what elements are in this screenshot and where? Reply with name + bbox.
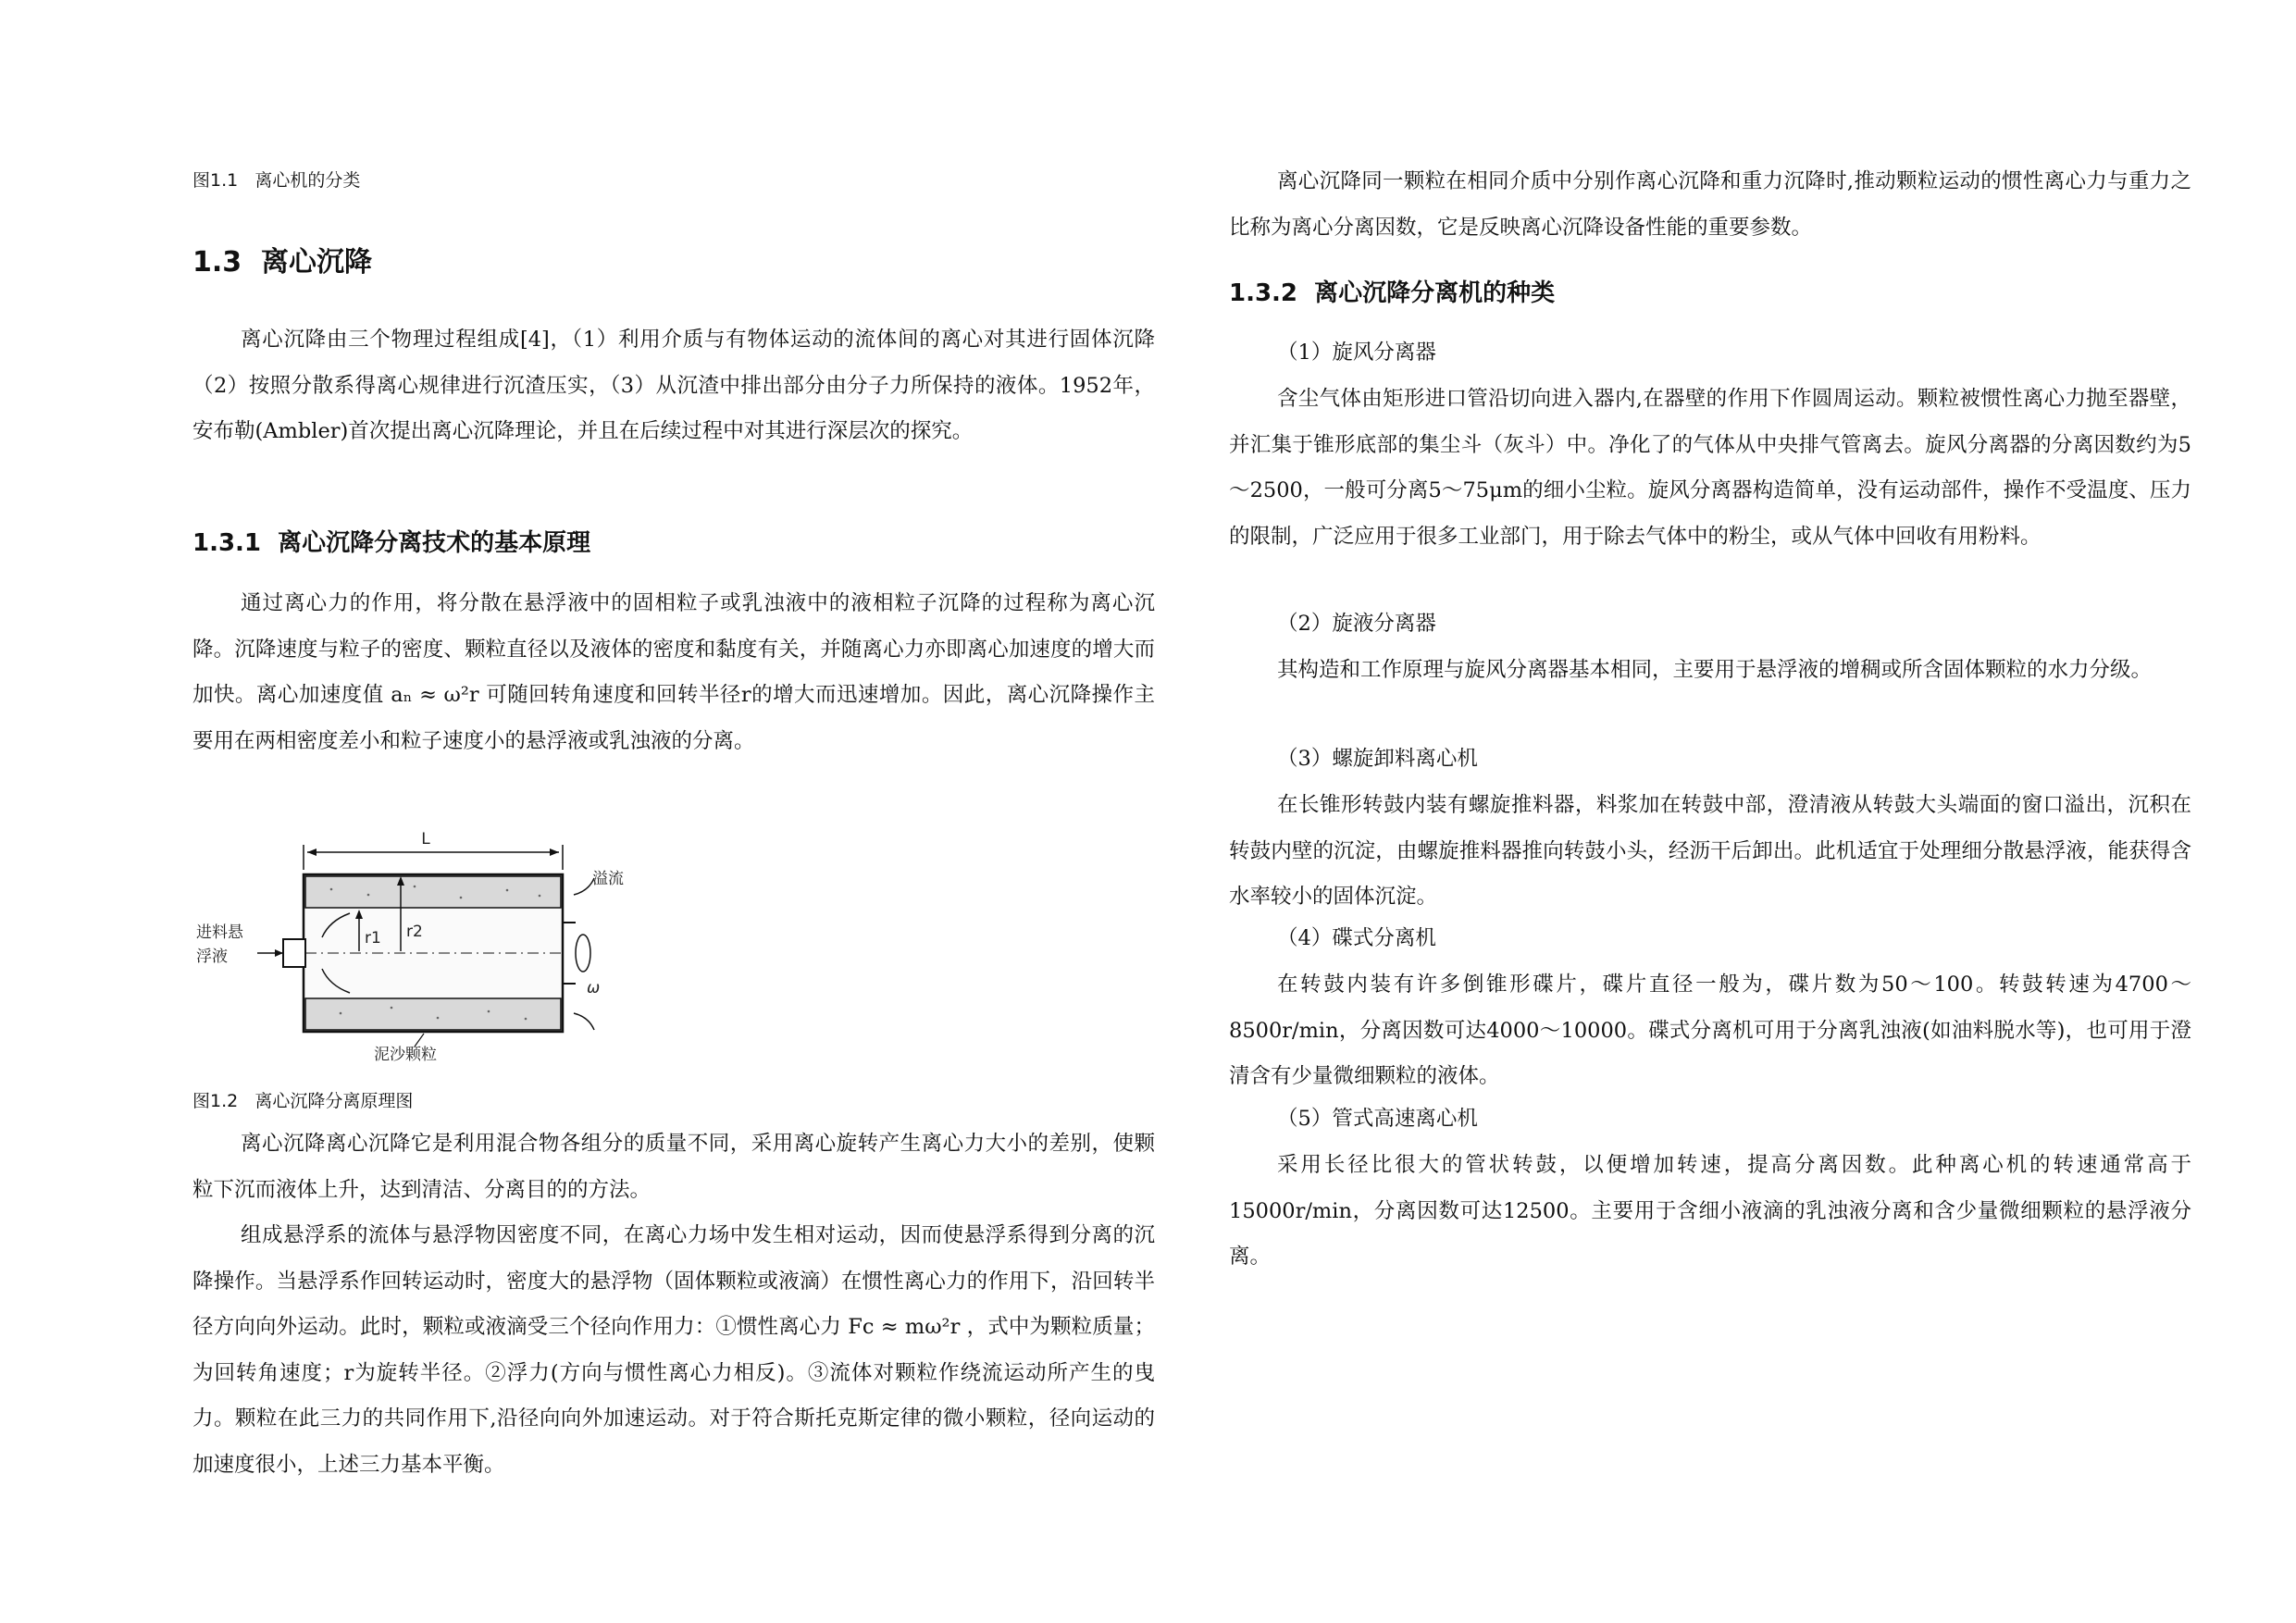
upper-sediment-layer: [305, 876, 561, 908]
subsection-title-1-3-1: 1.3.1 离心沉降分离技术的基本原理: [192, 529, 591, 557]
subsection-title-1-3-2: 1.3.2 离心沉降分离机的种类: [1229, 279, 1556, 307]
feed-label-line2: 浮液: [196, 948, 228, 966]
item-5-title: （5）管式高速离心机: [1277, 1107, 1478, 1131]
item-5-text: 采用长径比很大的管状转鼓，以便增加转速，提高分离因数。此种离心机的转速通常高于15000r/min，分离因数可达12500。主要用于含细小液滴的乳浊液分离和含少量微细颗粒的悬浮液分离。: [1229, 1153, 2191, 1269]
centrifugal-sedimentation-diagram: [192, 828, 624, 1064]
sediment-label: 泥沙颗粒: [374, 1046, 437, 1064]
item-4-title: （4）碟式分离机: [1277, 926, 1436, 950]
length-label: L: [421, 830, 430, 849]
item-2-title: （2）旋液分离器: [1277, 612, 1436, 636]
item-4-text: 在转鼓内装有许多倒锥形碟片，碟片直径一般为，碟片数为50～100。转鼓转速为4700～8500r/min，分离因数可达4000～10000。碟式分离机可用于分离乳浊液(如油料脱水等)，也可用于澄清含有少量微细颗粒的液体。: [1229, 973, 2191, 1088]
radius-r2-label: r2: [406, 923, 423, 941]
feed-label-line1: 进料悬: [196, 923, 243, 942]
omega-label: ω: [587, 979, 601, 997]
section-title-1-3: 1.3 离心沉降: [192, 246, 373, 279]
radius-r1-label: r1: [365, 929, 381, 948]
overflow-label: 溢流: [592, 870, 624, 888]
item-2-text: 其构造和工作原理与旋风分离器基本相同，主要用于悬浮液的增稠或所含固体颗粒的水力分级。: [1277, 658, 2153, 682]
item-3-title: （3）螺旋卸料离心机: [1277, 747, 1478, 771]
principle-paragraph: 通过离心力的作用，将分散在悬浮液中的固相粒子或乳浊液中的液相粒子沉降的过程称为离心沉降。沉降速度与粒子的密度、颗粒直径以及液体的密度和黏度有关，并随离心力亦即离心加速度的增大而加快。离心加速度值 aₙ ≈ ω²r 可随回转角速度和回转半径r的增大而迅速增加。因此，离心沉降操作主要用在两相密度差小和粒子速度小的悬浮液或乳浊液的分离。: [192, 591, 1155, 753]
item-1-text: 含尘气体由矩形进口管沿切向进入器内,在器壁的作用下作圆周运动。颗粒被惯性离心力抛至器壁，并汇集于锥形底部的集尘斗（灰斗）中。净化了的气体从中央排气管离去。旋风分离器的分离因数约为5～2500，一般可分离5～75μm的细小尘粒。旋风分离器构造简单，没有运动部件，操作不受温度、压力的限制，广泛应用于很多工业部门，用于除去气体中的粉尘，或从气体中回收有用粉料。: [1229, 387, 2191, 549]
suspension-paragraph: 组成悬浮系的流体与悬浮物因密度不同，在离心力场中发生相对运动，因而使悬浮系得到分离的沉降操作。当悬浮系作回转运动时，密度大的悬浮物（固体颗粒或液滴）在惯性离心力的作用下，沿回转半径方向向外运动。此时，颗粒或液滴受三个径向作用力：①惯性离心力 Fc ≈ mω²r ，式中为颗粒质量；为回转角速度；r为旋转半径。②浮力(方向与惯性离心力相反)。③流体对颗粒作绕流运动所产生的曳力。颗粒在此三力的共同作用下,沿径向向外加速运动。对于符合斯托克斯定律的微小颗粒，径向运动的加速度很小，上述三力基本平衡。: [192, 1223, 1155, 1477]
overflow-weir: [563, 908, 576, 923]
rotation-symbol: [576, 935, 590, 972]
lower-sediment-layer: [305, 998, 561, 1030]
item-1-title: （1）旋风分离器: [1277, 341, 1436, 365]
figure-1-1-caption: 图1.1 离心机的分类: [192, 170, 361, 191]
separation-factor-paragraph: 离心沉降同一颗粒在相同介质中分别作离心沉降和重力沉降时,推动颗粒运动的惯性离心力与重力之比称为离心分离因数，它是反映离心沉降设备性能的重要参数。: [1229, 169, 2191, 240]
feed-pipe: [283, 939, 305, 967]
sedimentation-paragraph: 离心沉降离心沉降它是利用混合物各组分的质量不同，采用离心旋转产生离心力大小的差别，使颗粒下沉而液体上升，达到清洁、分离目的的方法。: [192, 1132, 1155, 1202]
intro-paragraph: 离心沉降由三个物理过程组成[4]，（1）利用介质与有物体运动的流体间的离心对其进行固体沉降（2）按照分散系得离心规律进行沉渣压实，（3）从沉渣中排出部分由分子力所保持的液体。1952年，安布勒(Ambler)首次提出离心沉降理论，并且在后续过程中对其进行深层次的探究。: [192, 328, 1155, 443]
figure-1-2-caption: 图1.2 离心沉降分离原理图: [192, 1091, 414, 1111]
item-3-text: 在长锥形转鼓内装有螺旋推料器，料浆加在转鼓中部，澄清液从转鼓大头端面的窗口溢出，沉积在转鼓内壁的沉淀，由螺旋推料器推向转鼓小头，经沥干后卸出。此机适宜于处理细分散悬浮液，能获得含水率较小的固体沉淀。: [1229, 793, 2191, 909]
